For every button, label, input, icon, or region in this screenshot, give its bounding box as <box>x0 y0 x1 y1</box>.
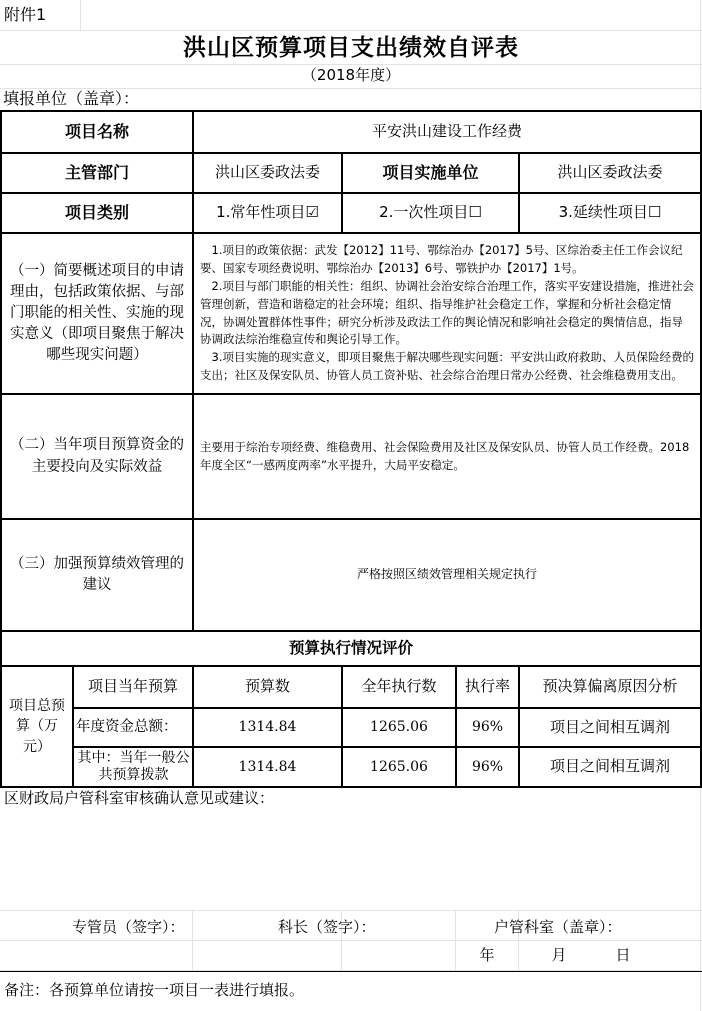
project-name-value: 平安洪山建设工作经费 <box>371 122 522 141</box>
filler-unit-label: 填报单位（盖章）： <box>3 88 140 108</box>
footnote: 备注：各预算单位请按一项目一表进行填报。 <box>4 981 305 1000</box>
category-option-onetime[interactable]: 2.一次性项目☐ <box>379 203 482 222</box>
gridline <box>0 910 702 911</box>
budget-row-executed: 1265.06 <box>370 719 428 736</box>
budget-side-label: 项目总预算（万元） <box>9 698 65 755</box>
budget-row-rate: 96% <box>471 758 504 775</box>
page-title: 洪山区预算项目支出绩效自评表 <box>183 33 519 61</box>
budget-header-reason: 预决算偏离原因分析 <box>542 677 678 696</box>
budget-row-reason: 项目之间相互调剂 <box>549 717 670 736</box>
section-1-significance: 3.项目实施的现实意义，即项目聚焦于解决哪些现实问题：平安洪山政府救助、人员保险经费的支出；社区及保安队员、协管人员工资补贴、社会综合治理日常办公经费、社会维稳费用支出。 <box>200 350 694 382</box>
budget-row-rate: 96% <box>471 719 504 736</box>
budget-header-amount: 预算数 <box>244 677 290 696</box>
budget-header-executed: 全年执行数 <box>361 677 437 696</box>
category-label: 项目类别 <box>64 202 129 222</box>
date-year-label: 年 <box>479 946 495 965</box>
budget-row-amount: 1314.84 <box>238 758 297 775</box>
budget-section-title: 预算执行情况评价 <box>288 639 413 658</box>
section-2-label: （二）当年项目预算资金的主要投向及实际效益 <box>10 437 184 475</box>
finance-review-label: 区财政局户管科室审核确认意见或建议： <box>4 789 275 808</box>
date-month-label: 月 <box>551 946 567 965</box>
budget-row-reason: 项目之间相互调剂 <box>549 757 670 776</box>
implementing-unit-value: 洪山区委政法委 <box>557 163 663 182</box>
section-3-content: 严格按照区绩效管理相关规定执行 <box>356 567 537 582</box>
staff-signature-label: 专管员（签字）： <box>72 918 185 937</box>
category-option-recurring[interactable]: 1.常年性项目☑ <box>216 203 319 222</box>
department-label: 主管部门 <box>64 162 129 182</box>
chief-signature-label: 科长（签字）： <box>278 918 376 937</box>
gridline <box>80 0 81 30</box>
department-value: 洪山区委政法委 <box>214 163 320 182</box>
section-1-relevance: 2.项目与部门职能的相关性：组织、协调社会治安综合治理工作，落实平安建设措施，推进社会管理创新，营造和谐稳定的社会环境；组织、指导维护社会稳定工作，掌握和分析社会稳定情况，协调处置群体性事件；研究分析涉及政法工作的舆论情况和影响社会稳定的舆情信息，指导协调政法综治维稳宣传和舆论引导工作。 <box>200 278 694 347</box>
implementing-unit-label: 项目实施单位 <box>382 162 479 182</box>
section-2-content: 主要用于综治专项经费、维稳费用、社会保险费用及社区及保安队员、协管人员工作经费。2018年度全区“一感两度两率”水平提升，大局平安稳定。 <box>200 439 690 472</box>
report-year: （2018年度） <box>301 66 401 85</box>
budget-row-amount: 1314.84 <box>238 719 297 736</box>
border <box>0 971 702 972</box>
date-day-label: 日 <box>615 946 631 965</box>
section-1-policy-basis: 1.项目的政策依据：武发【2012】11号、鄂综治办【2017】5号、区综治委主任工作会议纪要、国家专项经费说明、鄂综治办【2013】6号、鄂铁护办【2017】1号。 <box>200 243 683 276</box>
gridline <box>455 910 456 970</box>
gridline <box>0 940 702 941</box>
budget-row-executed: 1265.06 <box>370 758 428 775</box>
budget-row-label: 年度资金总额： <box>76 719 178 736</box>
project-name-label: 项目名称 <box>64 121 129 141</box>
section-1-label: （一）简要概述项目的申请理由，包括政策依据、与部门职能的相关性、实施的现实意义（即项目聚焦于解决哪些现实问题） <box>10 262 184 364</box>
section-3-label: （三）加强预算绩效管理的建议 <box>10 555 184 593</box>
attachment-label: 附件1 <box>4 4 47 24</box>
budget-row-label: 其中：当年一般公共预算拨款 <box>77 749 190 783</box>
budget-header-item: 项目当年预算 <box>87 677 178 696</box>
office-seal-label: 户管科室（盖章）： <box>494 918 622 937</box>
section-1-content <box>196 234 698 393</box>
category-option-continuing[interactable]: 3.延续性项目☐ <box>558 203 662 222</box>
budget-header-rate: 执行率 <box>464 677 510 696</box>
